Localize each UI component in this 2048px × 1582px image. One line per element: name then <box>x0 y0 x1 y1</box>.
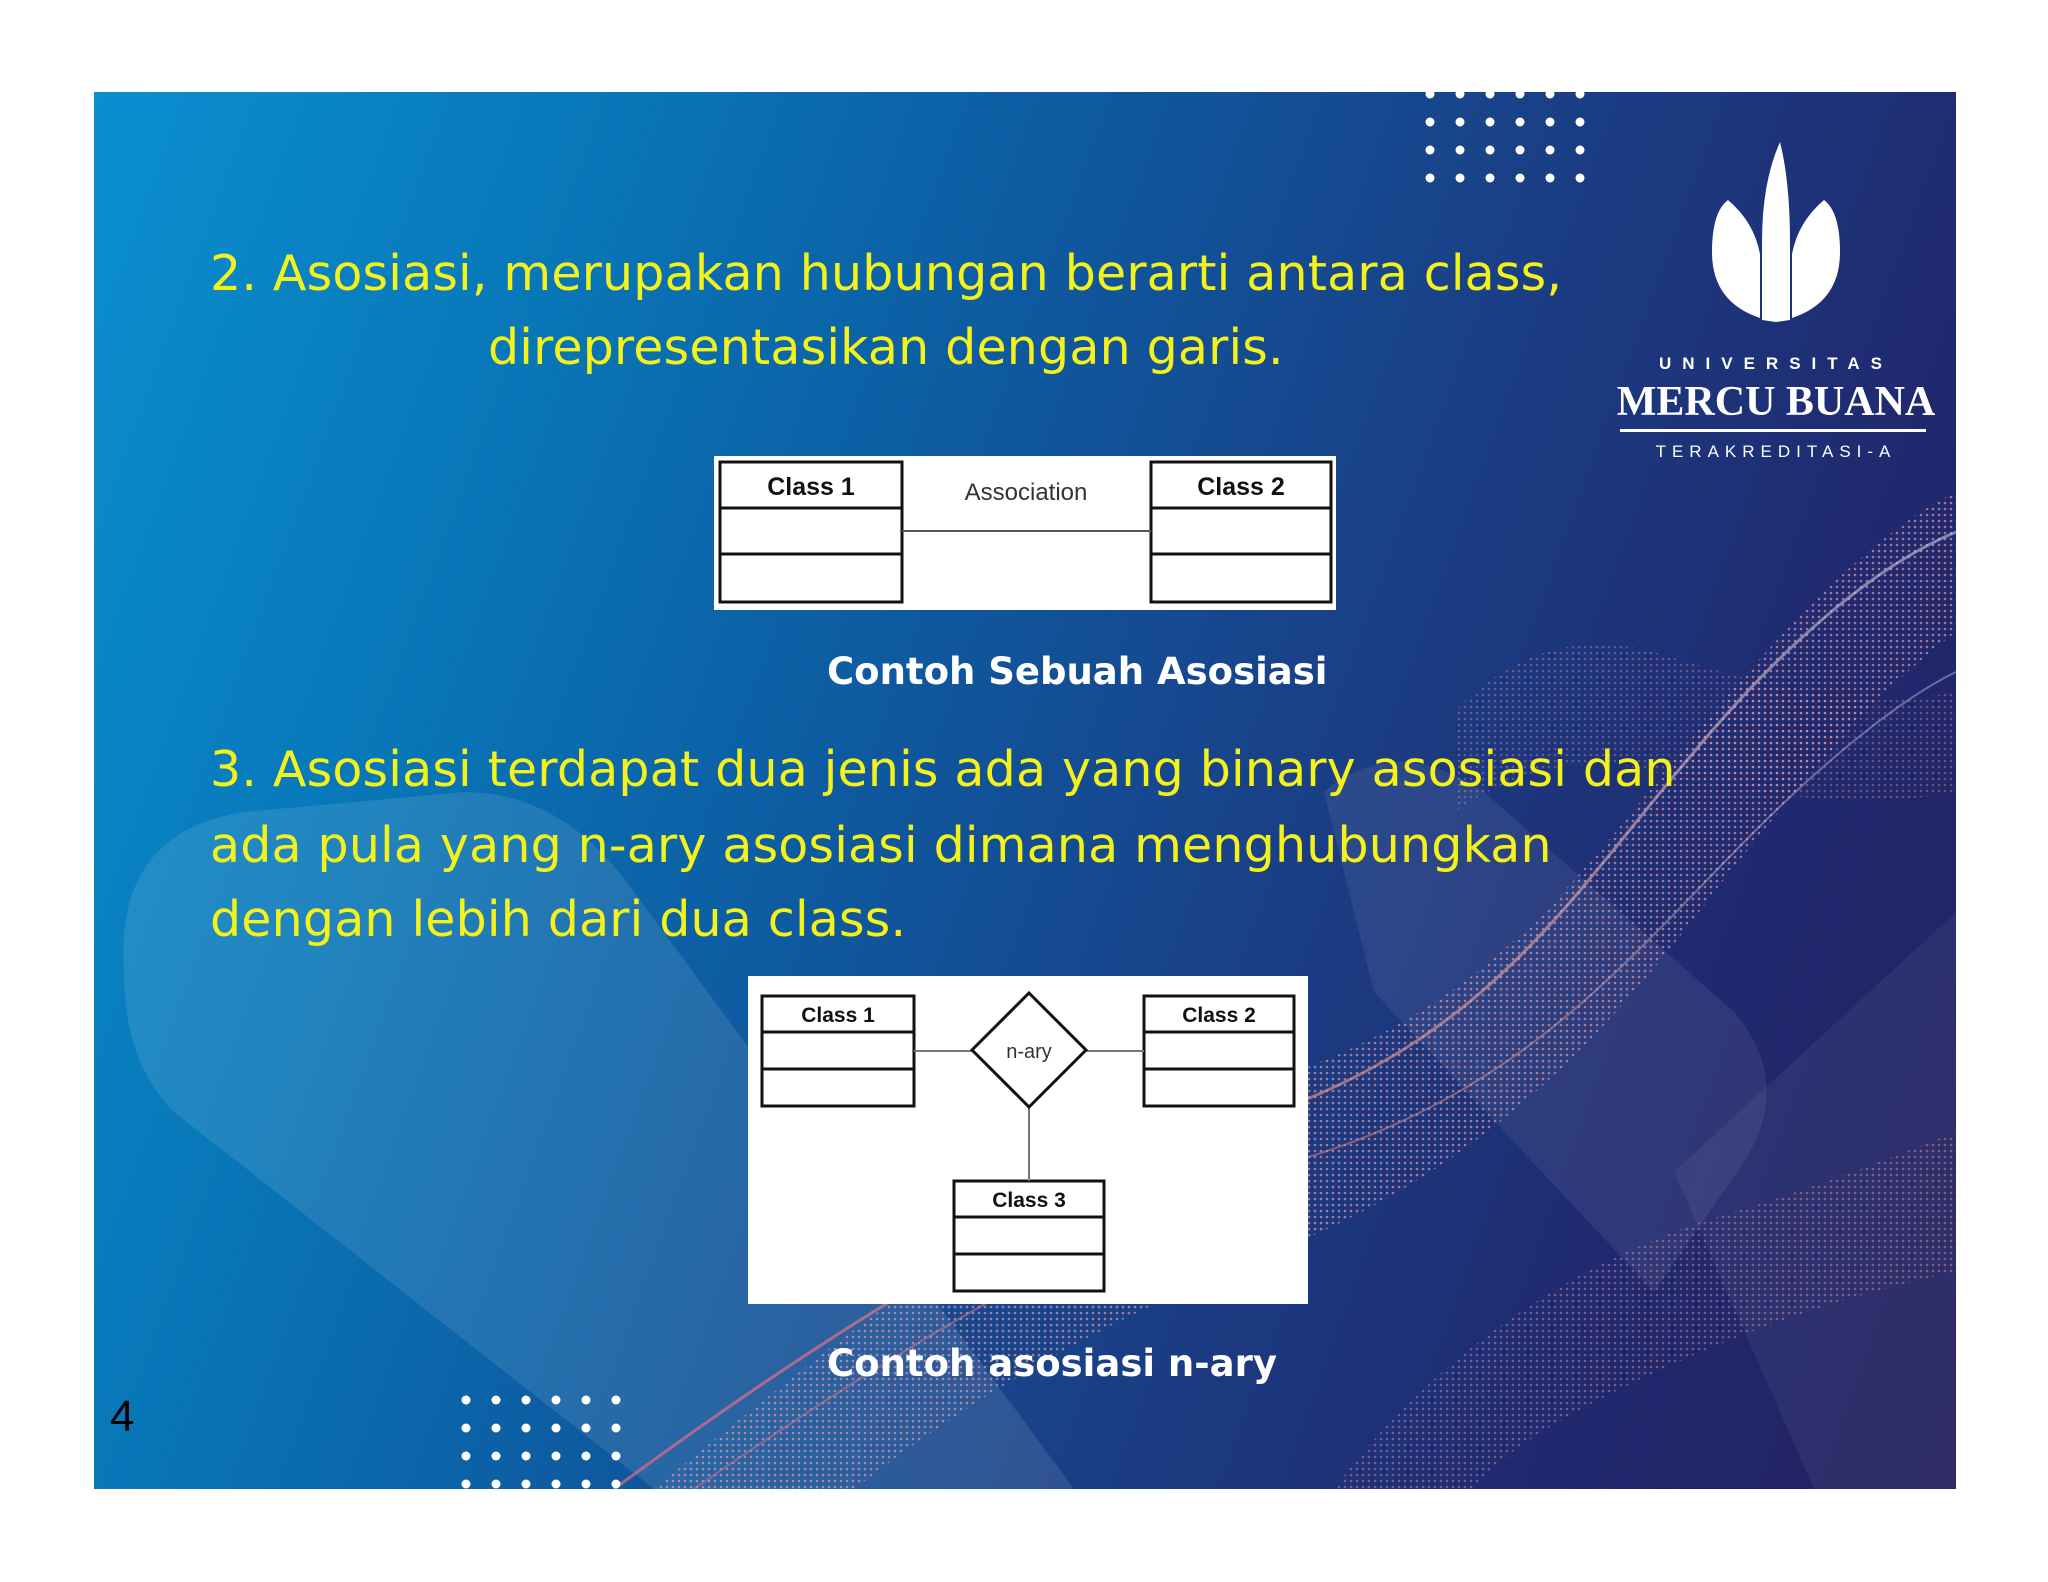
caption-association: Contoh Sebuah Asosiasi <box>827 650 1328 693</box>
logo-top-text: UNIVERSITAS <box>1658 354 1894 373</box>
logo-main-text: MERCU BUANA <box>1616 379 1936 425</box>
point-3-line-2: ada pula yang n-ary asosiasi dimana menghubungkan <box>210 817 1552 874</box>
point-3-line-3: dengan lebih dari dua class. <box>210 891 907 948</box>
logo-divider <box>1620 429 1926 432</box>
university-logo <box>1616 142 1936 472</box>
association-diagram <box>714 456 1336 610</box>
logo-sub-text: TERAKREDITASI-A <box>1655 442 1897 461</box>
logo-emblem-icon <box>1616 142 1936 332</box>
point-3-line-1: 3. Asosiasi terdapat dua jenis ada yang binary asosiasi dan <box>210 741 1676 798</box>
caption-nary: Contoh asosiasi n-ary <box>827 1342 1277 1385</box>
slide <box>94 92 1956 1489</box>
nary-class-3-label: Class 3 <box>992 1189 1066 1212</box>
point-2-line-2: direpresentasikan dengan garis. <box>488 319 1284 376</box>
nary-class-2-label: Class 2 <box>1182 1004 1256 1027</box>
page-number: 4 <box>110 1392 135 1441</box>
class-2-label: Class 2 <box>1197 473 1285 501</box>
nary-diamond-label: n-ary <box>1006 1041 1052 1063</box>
point-2-line-1: 2. Asosiasi, merupakan hubungan berarti antara class, <box>210 245 1563 302</box>
nary-class-1-label: Class 1 <box>801 1004 875 1027</box>
nary-association-diagram <box>748 976 1308 1304</box>
class-1-label: Class 1 <box>767 473 855 501</box>
association-label: Association <box>964 479 1088 506</box>
dot-grid-top <box>1426 92 1585 183</box>
